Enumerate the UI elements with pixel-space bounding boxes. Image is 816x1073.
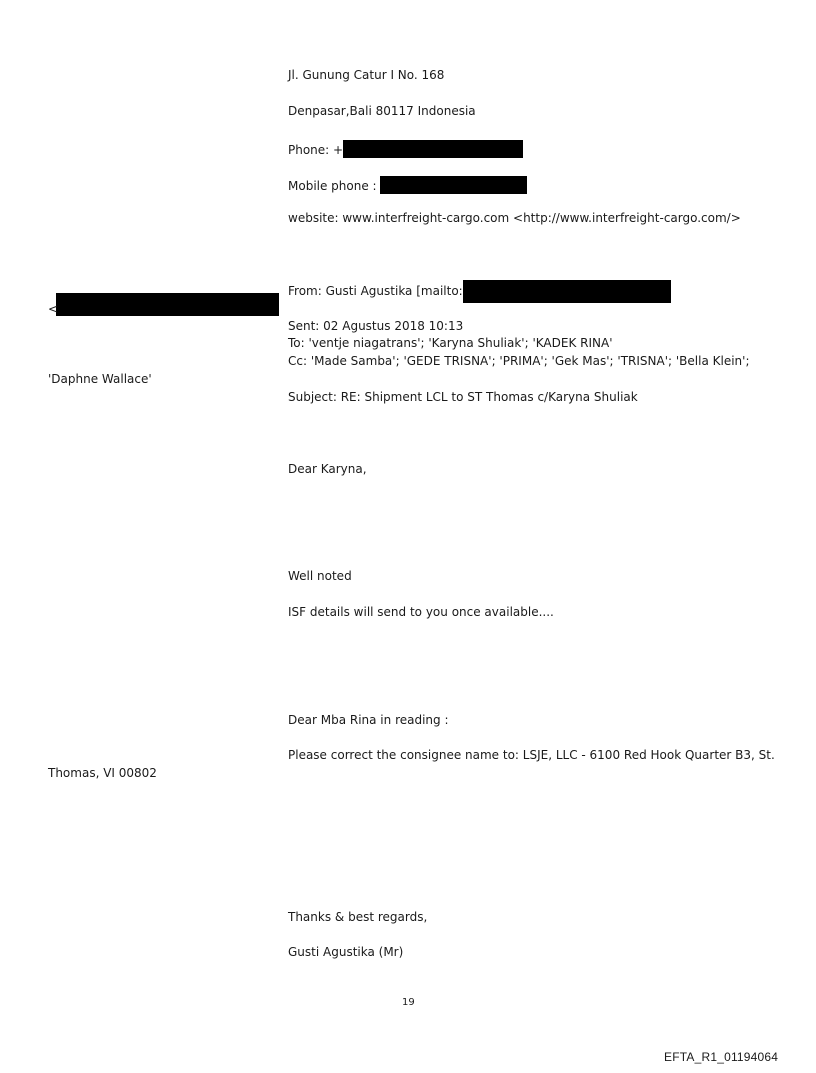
document-id: EFTA_R1_01194064 xyxy=(664,1050,779,1064)
website-line: website: www.interfreight-cargo.com <http://www.interfreight-cargo.com/> xyxy=(288,211,741,225)
mobile-line xyxy=(288,176,527,194)
phone-line xyxy=(288,140,523,158)
phone-label: Phone: + xyxy=(288,143,344,157)
phone-redaction xyxy=(343,140,523,158)
body-line-3: Please correct the consignee name to: LSJE, LLC - 6100 Red Hook Quarter B3, St. xyxy=(288,748,775,762)
body-line-1: Well noted xyxy=(288,569,352,583)
mobile-label: Mobile phone : xyxy=(288,179,381,193)
address-city: Denpasar,Bali 80117 Indonesia xyxy=(288,104,476,118)
from-line: From: Gusti Agustika [mailto: xyxy=(288,284,463,298)
mobile-redaction xyxy=(380,176,527,194)
signature: Gusti Agustika (Mr) xyxy=(288,945,404,959)
to-line: To: 'ventje niagatrans'; 'Karyna Shuliak'; 'KADEK RINA' xyxy=(288,336,613,350)
cc-line: Cc: 'Made Samba'; 'GEDE TRISNA'; 'PRIMA'; 'Gek Mas'; 'TRISNA'; 'Bella Klein'; xyxy=(288,354,750,368)
body-line-2: ISF details will send to you once available.... xyxy=(288,605,554,619)
page-number: 19 xyxy=(402,997,415,1008)
subject-line: Subject: RE: Shipment LCL to ST Thomas c/Karyna Shuliak xyxy=(288,390,638,404)
greeting-2: Dear Mba Rina in reading : xyxy=(288,713,449,727)
cc-continuation: 'Daphne Wallace' xyxy=(48,372,152,386)
address-street: Jl. Gunung Catur I No. 168 xyxy=(288,68,445,82)
email-redaction-left xyxy=(56,293,279,316)
body-line-3-continuation: Thomas, VI 00802 xyxy=(48,766,157,780)
angle-open: < xyxy=(48,302,59,316)
email-redaction-right xyxy=(463,280,671,303)
closing: Thanks & best regards, xyxy=(288,910,428,924)
sent-line: Sent: 02 Agustus 2018 10:13 xyxy=(288,319,464,333)
greeting: Dear Karyna, xyxy=(288,462,367,476)
